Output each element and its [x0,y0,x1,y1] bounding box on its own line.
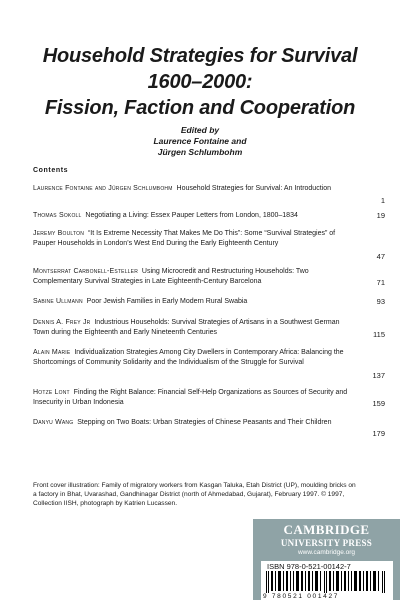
entry-page-number: 47 [376,252,385,261]
contents-entry [33,348,351,368]
contents-heading: Contents [33,167,69,174]
publisher-press: UNIVERSITY PRESS [280,538,373,548]
entry-author: Montserrat Carbonell-Esteller [33,268,139,275]
isbn-barcode-box [261,561,393,600]
entry-author: Dennis A. Frey Jr [33,319,91,326]
contents-entry [33,297,351,307]
entry-author: Sabine Ullmann [33,298,83,305]
barcode-number: 9 780521 001427 [263,593,340,600]
contents-entry [33,318,351,338]
entry-title: Household Strategies for Survival: An Introduction [176,185,331,192]
entry-title: Stepping on Two Boats: Urban Strategies of Chinese Peasants and Their Children [77,419,332,426]
entry-page-number: 93 [376,297,385,306]
entry-title: Poor Jewish Families in Early Modern Rural Swabia [86,298,248,305]
contents-entry [33,388,351,408]
cover-illustration-caption: Front cover illustration: Family of migratory workers from Kasgan Taluka, Etah District (UP), moulding bricks on a factory in Bhat, Uvarashad, Gandhinagar District (north of Ahmedabad, Gujarat), February 1997. © 1997, Collection IISH, photograph by Katrien Lucassen. [33,482,356,507]
entry-author: Thomas Sokoll [33,212,82,219]
edited-by-label: Edited by [180,125,220,135]
entry-author: Jeremy Boulton [33,230,85,237]
contents-entry [33,418,351,428]
entry-title: Using Microcredit and Restructuring Households: Two Complementary Survival Strategies in Late Eighteenth-Century Barcelona [33,268,309,285]
contents-entry [33,184,351,194]
entry-author: Alain Marie [33,349,71,356]
book-title-line-1: Household Strategies for Survival [42,45,358,67]
editor-name-1: Laurence Fontaine and [153,136,247,146]
entry-author: Danyu Wang [33,419,74,426]
publisher-website: www.cambridge.org [297,549,356,556]
entry-page-number: 1 [380,196,385,205]
book-title-line-2: 1600–2000: [147,71,253,93]
book-title-line-3: Fission, Faction and Cooperation [44,97,356,119]
barcode-icon [265,571,389,593]
entry-author: Hotze Lont [33,389,70,396]
publisher-name: CAMBRIDGE [283,522,370,537]
entry-page-number: 179 [372,429,385,438]
contents-entry [33,267,351,287]
entry-title: “It Is Extreme Necessity That Makes Me Do This”: Some “Survival Strategies” of Pauper Households in London’s West End During the Early Eighteenth Century [33,230,336,247]
entry-title: Negotiating a Living: Essex Pauper Letters from London, 1800–1834 [85,212,298,219]
entry-page-number: 159 [372,399,385,408]
entry-title: Finding the Right Balance: Financial Self-Help Organizations as Sources of Security and Insecurity in Urban Indonesia [33,389,348,406]
isbn-text: ISBN 978-0-521-00142-7 [267,562,351,571]
entry-page-number: 137 [372,371,385,380]
entry-page-number: 115 [373,330,385,339]
entry-title: Individualization Strategies Among City Dwellers in Contemporary Africa: Balancing the Shortcomings of Community Solidarity and the Individualism of the Struggle for Survival [33,349,344,366]
entry-title: Industrious Households: Survival Strategies of Artisans in a Southwest German Town during the Eighteenth and Early Nineteenth Centuries [33,319,340,336]
contents-entry [33,211,351,221]
contents-entry [33,229,351,249]
entry-page-number: 19 [376,211,385,220]
entry-author: Laurence Fontaine and Jürgen Schlumbohm [33,185,173,192]
entry-page-number: 71 [376,278,385,287]
editor-name-2: Jürgen Schlumbohm [157,147,243,157]
